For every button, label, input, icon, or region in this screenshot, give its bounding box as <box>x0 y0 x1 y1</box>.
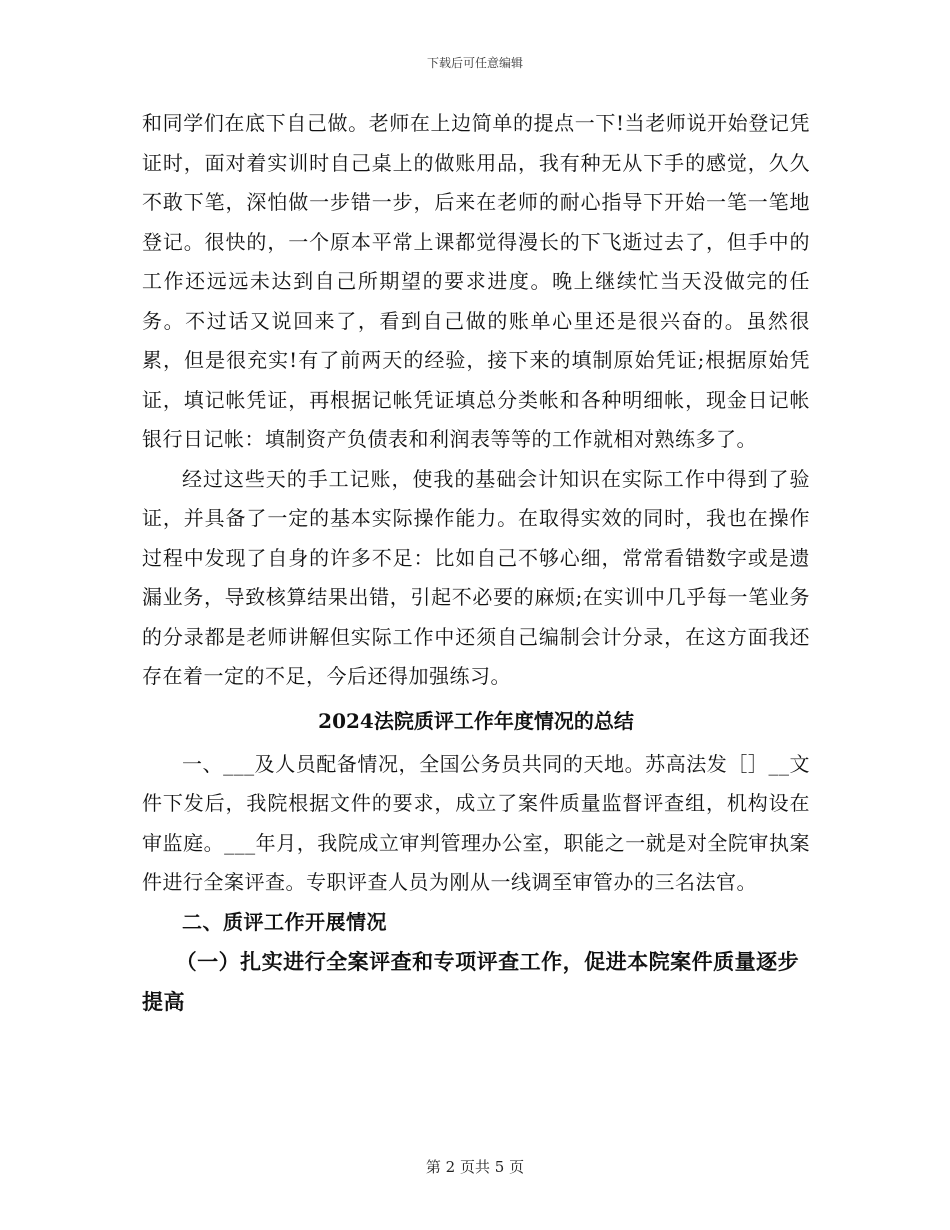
subsection-1-heading: （一）扎实进行全案评查和专项评查工作，促进本院案件质量逐步提高 <box>142 949 800 1014</box>
document-title: 2024法院质评工作年度情况的总结 <box>318 708 634 733</box>
paragraph-section-1: 一、___及人员配备情况，全国公务员共同的天地。苏高法发［］__文件下发后，我院根据文件的要求，成立了案件质量监督评查组，机构设在审监庭。___年月，我院成立审判管理办公室，职能之一就是对全院审执案件进行全案评查。专职评查人员为刚从一线调至审管办的三名法官。 <box>142 751 810 894</box>
section-2-heading: 二、质评工作开展情况 <box>182 909 387 934</box>
paragraph-reflection: 经过这些天的手工记账，使我的基础会计知识在实际工作中得到了验证，并具备了一定的基本实际操作能力。在取得实效的同时，我也在操作过程中发现了自身的许多不足：比如自己不够心细，常常看错数字或是遗漏业务，导致核算结果出错，引起不必要的麻烦;在实训中几乎每一笔业务的分录都是老师讲解但实际工作中还须自己编制会计分录，在这方面我还存在着一定的不足，今后还得加强练习。 <box>142 466 810 688</box>
page-number: 第 2 页共 5 页 <box>425 1158 525 1176</box>
header-note: 下载后可任意编辑 <box>426 56 523 70</box>
paragraph-continued: 和同学们在底下自己做。老师在上边简单的提点一下!当老师说开始登记凭证时，面对着实训时自己桌上的做账用品，我有种无从下手的感觉，久久不敢下笔，深怕做一步错一步，后来在老师的耐心指导下开始一笔一笔地登记。很快的，一个原本平常上课都觉得漫长的下飞逝过去了，但手中的工作还远远未达到自己所期望的要求进度。晚上继续忙当天没做完的任务。不过话又说回来了，看到自己做的账单心里还是很兴奋的。虽然很累，但是很充实!有了前两天的经验，接下来的填制原始凭证;根据原始凭证，填记帐凭证，再根据记帐凭证填总分类帐和各种明细帐，现金日记帐银行日记帐：填制资产负债表和利润表等等的工作就相对熟练多了。 <box>142 111 810 451</box>
document-body <box>142 104 810 1021</box>
